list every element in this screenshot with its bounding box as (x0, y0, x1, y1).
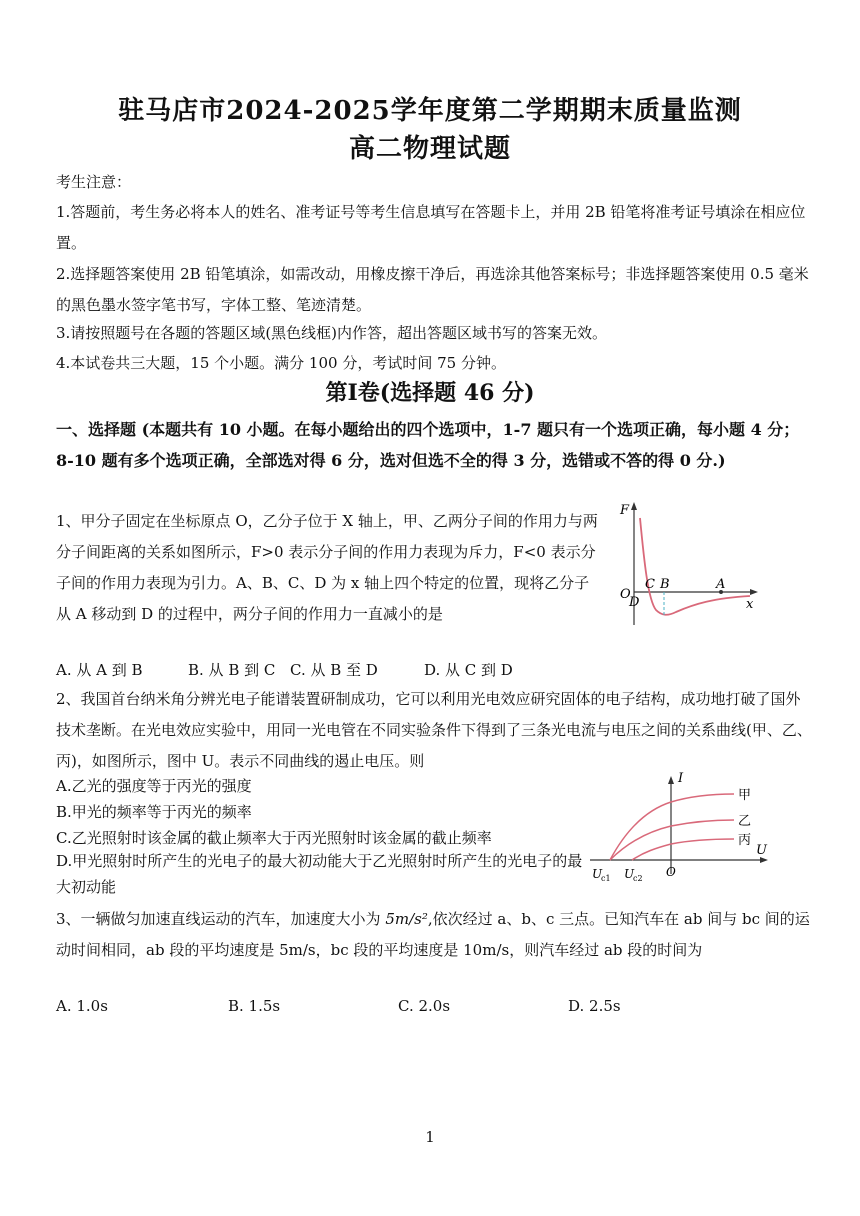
notice-item-1: 1.答题前，考生务必将本人的姓名、准考证号等考生信息填写在答题卡上，并用 2B 铅笔将准考证号填涂在相应位置。 (56, 203, 806, 252)
q3-option-b: B. 1.5s (228, 997, 281, 1015)
q1-f-arrow (631, 502, 637, 510)
q2-label-uc2-sub: c2 (633, 874, 643, 882)
q1-option-a: A. 从 A 到 B (56, 661, 143, 679)
q2-option-d: D.甲光照射时所产生的光电子的最大初动能大于乙光照射时所产生的光电子的最大初动能 (56, 852, 583, 896)
q2-label-uc1: U (592, 867, 603, 881)
q3-stem-part-a: 3、一辆做匀加速直线运动的汽车，加速度大小为 (56, 910, 386, 928)
q1-option-c: C. 从 B 至 D (290, 661, 378, 679)
q2-i-arrow (668, 776, 674, 784)
q1-label-f: F (620, 503, 630, 518)
q1-option-d: D. 从 C 到 D (424, 661, 513, 679)
q3-stem (56, 904, 812, 966)
q1-label-x: x (746, 597, 754, 612)
q1-force-graph (604, 500, 764, 630)
notice-item-3: 3.请按照题号在各题的答题区域(黑色线框)内作答，超出答题区域书写的答案无效。 (56, 324, 608, 342)
q1-stem: 1、甲分子固定在坐标原点 O，乙分子位于 X 轴上，甲、乙两分子间的作用力与两分子间距离的关系如图所示，F>0 表示分子间的作用力表现为斥力，F<0 表示分子间的作用力表现为引力。A、B、C、D 为 x 轴上四个特定的位置，现将乙分子从 A 移动到 D 的过程中，两分子间的作用力一直减小的是 (56, 512, 598, 623)
q2-option-a: A.乙光的强度等于丙光的强度 (56, 777, 252, 795)
q3-option-a: A. 1.0s (56, 997, 108, 1015)
notice-item-2: 2.选择题答案使用 2B 铅笔填涂，如需改动，用橡皮擦干净后，再选涂其他答案标号；非选择题答案使用 0.5 毫米的黑色墨水签字笔书写，字体工整、笔迹清楚。 (56, 265, 809, 314)
q2-label-yi: 乙 (738, 814, 752, 829)
exam-title: 驻马店市2024-2025学年度第二学期期末质量监测 (118, 96, 742, 126)
page-number: 1 (425, 1128, 435, 1146)
exam-subtitle: 高二物理试题 (348, 134, 511, 164)
q1-label-c: C (645, 577, 655, 592)
q3-option-d: D. 2.5s (568, 997, 621, 1015)
q2-label-o: O (666, 865, 676, 879)
q2-option-c: C.乙光照射时该金属的截止频率大于丙光照射时该金属的截止频率 (56, 829, 492, 847)
q3-option-c: C. 2.0s (398, 997, 451, 1015)
q2-label-bing: 丙 (738, 833, 752, 848)
q2-label-uc2: U (624, 867, 635, 881)
q2-curve-bing (632, 839, 734, 860)
q1-label-b: B (660, 577, 670, 592)
q1-option-b: B. 从 B 到 C (188, 661, 276, 679)
q1-x-arrow (750, 589, 758, 595)
q3-stem-part-b: ,依次经过 a、b、c 三点。已知汽车在 ab 间与 bc 间的运动时间相同，ab 段的平均速度是 5m/s，bc 段的平均速度是 10m/s，则汽车经过 ab 段的时间为 (56, 910, 810, 959)
q2-label-u: U (756, 843, 767, 858)
notice-item-4: 4.本试卷共三大题，15 个小题。满分 100 分，考试时间 75 分钟。 (56, 354, 506, 372)
q2-stem: 2、我国首台纳米角分辨光电子能谱装置研制成功，它可以利用光电效应研究固体的电子结构，成功地打破了国外技术垄断。在光电效应实验中，用同一光电管在不同实验条件下得到了三条光电流与电压之间的关系曲线(甲、乙、丙)，如图所示，图中 U。表示不同曲线的遏止电压。则 (56, 690, 812, 770)
q2-option-b: B.甲光的频率等于丙光的频率 (56, 803, 252, 821)
q2-current-voltage-graph (586, 770, 776, 882)
q2-label-jia: 甲 (738, 788, 752, 803)
q1-force-curve (640, 518, 750, 615)
q2-curve-jia (610, 794, 734, 860)
notice-heading: 考生注意： (56, 173, 132, 191)
q3-acceleration: 5m/s² (385, 910, 428, 928)
q1-label-d: D (629, 595, 640, 610)
section-title: 第Ⅰ卷(选择题 46 分) (325, 380, 535, 406)
q1-label-a: A (716, 577, 726, 592)
q2-label-i: I (678, 771, 684, 786)
q2-label-uc1-sub: c1 (601, 874, 611, 882)
q1-label-o: O (620, 587, 631, 602)
section-instructions: 一、选择题 (本题共有 10 小题。在每小题给出的四个选项中，1-7 题只有一个选项正确，每小题 4 分；8-10 题有多个选项正确，全部选对得 6 分，选对但选不全的得 3 分，选错或不答的得 0 分.) (56, 420, 800, 470)
